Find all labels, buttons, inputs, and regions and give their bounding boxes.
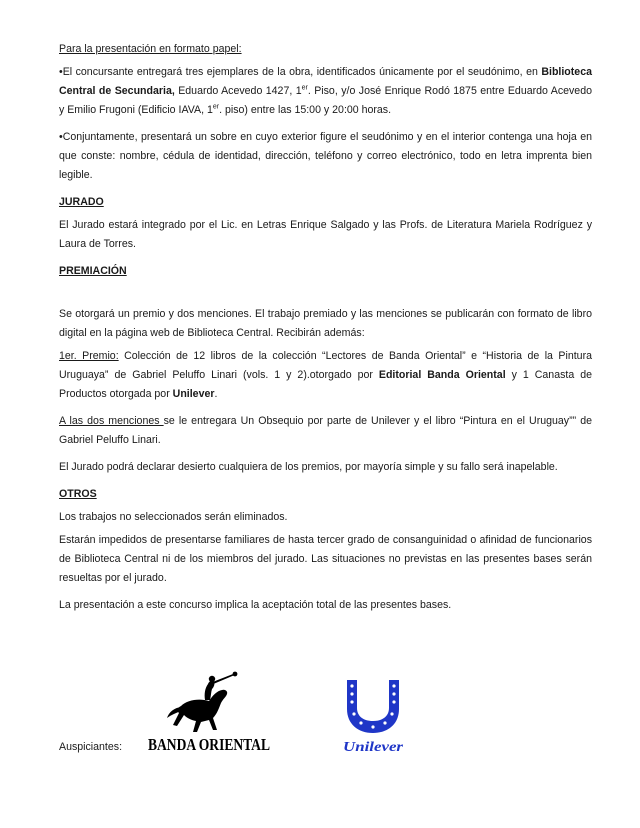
unilever-wordmark: Unilever <box>343 740 404 755</box>
premiacion-paragraph-4: El Jurado podrá declarar desierto cualquiera de los premios, por mayoría simple y su fallo será inapelable. <box>59 461 558 473</box>
premiacion-heading: PREMIACIÓN <box>59 265 127 277</box>
bullet: • <box>59 66 63 78</box>
jurado-text: El Jurado estará integrado por el Lic. en Letras Enrique Salgado y las Profs. de Literatura Mariela Rodríguez y Laura de Torres. <box>59 219 592 250</box>
first-prize-label: 1er. Premio: <box>59 350 119 362</box>
premiacion-mentions: A las dos menciones se le entregara Un Obsequio por parte de Unilever y el libro “Pintura en el Uruguay”” de Gabriel Peluffo Linari. <box>59 415 593 446</box>
banda-oriental-logo <box>147 670 273 754</box>
paper-paragraph-1: •El concursante entregará tres ejemplares de la obra, identificados únicamente por el seudónimo, en Biblioteca Central de Secundaria, Eduardo Acevedo 1427, 1er. Piso, y/o José Enrique Rodó 1875 entre Eduardo Acevedo y Emilio Frugoni (Edificio IAVA, 1er. piso) entre las 15:00 y 20:00 horas. <box>59 66 592 116</box>
paper-paragraph-2: •Conjuntamente, presentará un sobre en cuyo exterior figure el seudónimo y en el interior contenga una hoja en que conste: nombre, cédula de identidad, dirección, teléfono y correo electrónico, todo en letra imprenta bien legible. <box>59 131 592 181</box>
otros-paragraph-3: La presentación a este concurso implica la aceptación total de las presentes bases. <box>59 599 452 611</box>
sponsors-label: Auspiciantes: <box>59 741 123 753</box>
document-body <box>59 40 592 615</box>
unilever-logo <box>341 674 405 756</box>
paper-heading: Para la presentación en formato papel: <box>59 43 242 55</box>
otros-paragraph-1: Los trabajos no seleccionados serán eliminados. <box>59 511 288 523</box>
sponsors-section <box>59 670 592 760</box>
banda-oriental-wordmark: BANDA ORIENTAL <box>148 735 270 754</box>
premiacion-paragraph-1: Se otorgará un premio y dos menciones. El trabajo premiado y las menciones se publicarán con formato de libro digital en la página web de Biblioteca Central. Recibirán además: <box>59 308 592 339</box>
otros-paragraph-2: Estarán impedidos de presentarse familiares de hasta tercer grado de consanguinidad o afinidad de funcionarios de Biblioteca Central ni de los miembros del jurado. Las situaciones no previstas en las presentes bases serán resueltas por el jurado. <box>59 534 592 584</box>
jurado-heading: JURADO <box>59 196 104 208</box>
mentions-label: A las dos menciones <box>59 415 164 427</box>
otros-heading: OTROS <box>59 488 97 500</box>
bullet: • <box>59 131 63 143</box>
library-name: Biblioteca Central de Secundaria, <box>59 66 592 97</box>
premiacion-first-prize: 1er. Premio: Colección de 12 libros de la colección “Lectores de Banda Oriental” e “Historia de la Pintura Uruguaya” de Gabriel Peluffo Linari (vols. 1 y 2).otorgado por Editorial Banda Oriental y 1 Canasta de Productos otorgada por Unilever. <box>59 350 592 400</box>
